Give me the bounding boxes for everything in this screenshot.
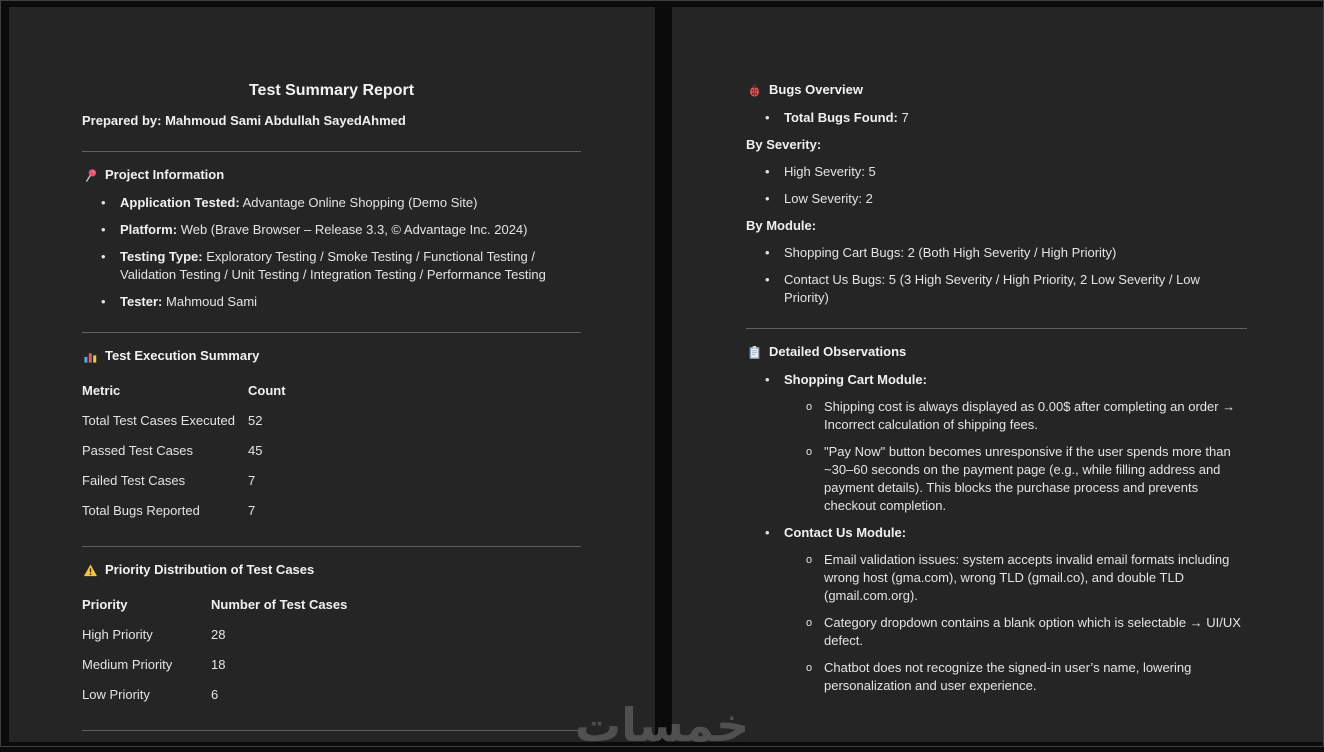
list-item-text (120, 221, 581, 239)
prepared-by-line: Prepared by: Mahmoud Sami Abdullah SayedAhmed (82, 113, 406, 128)
section-heading-detailed-observations (746, 343, 1247, 361)
table-row (82, 619, 581, 649)
pushpin-icon (82, 167, 98, 183)
sub-list-item-text: Chatbot does not recognize the signed-in user’s name, lowering personalization and user experience. (824, 660, 1192, 693)
sub-list-item-text: "Pay Now" button becomes unresponsive if the user spends more than ~30–60 seconds on the payment page (e.g., while filling address and payment details). This blocks the purchase process and prevents checkout completion. (824, 444, 1231, 513)
sub-list-item (746, 659, 1247, 695)
table-header-cell: Number of Test Cases (211, 596, 348, 612)
section-divider (82, 151, 581, 152)
list-item-label: Application Tested: (120, 195, 240, 210)
list-item-text (784, 371, 1247, 389)
priority-distribution-table (82, 589, 581, 709)
sub-list-item-text: Shipping cost is always displayed as 0.00$ after completing an order → Incorrect calculation of shipping fees. (824, 399, 1236, 432)
table-cell: 18 (211, 656, 226, 672)
list-item-label: Total Bugs Found: (784, 110, 898, 125)
section-heading-bugs-overview (746, 81, 1247, 99)
table-header-cell: Metric (82, 382, 121, 398)
bullet-marker: • (101, 249, 106, 264)
sub-list-item (746, 551, 1247, 605)
list-item-text (120, 293, 581, 311)
table-row (82, 465, 581, 495)
table-cell: Passed Test Cases (82, 442, 194, 458)
table-cell: 28 (211, 626, 226, 642)
table-header-row (82, 375, 581, 405)
list-item-text (784, 109, 1247, 127)
bullet-marker: • (101, 195, 106, 210)
section-heading-priority-distribution (82, 561, 581, 579)
bar-chart-icon (82, 348, 98, 364)
list-item (746, 524, 1247, 542)
section-divider (82, 730, 581, 731)
list-item (746, 244, 1247, 262)
sub-bullet-marker: o (806, 617, 813, 629)
by-severity-label: By Severity: (746, 137, 822, 152)
section-heading-label: Test Execution Summary (105, 348, 260, 363)
table-row (82, 405, 581, 435)
bullet-marker: • (765, 372, 770, 387)
list-item (82, 194, 581, 212)
table-row (82, 679, 581, 709)
bullet-marker: • (765, 272, 770, 287)
bullet-marker: • (101, 294, 106, 309)
section-heading-label: Project Information (105, 167, 225, 182)
by-module-label: By Module: (746, 218, 817, 233)
list-item-label: Platform: (120, 222, 178, 237)
bug-icon (746, 82, 762, 98)
bullet-marker: • (765, 525, 770, 540)
list-item-text (120, 194, 581, 212)
list-item-value: Web (Brave Browser – Release 3.3, © Advantage Inc. 2024) (180, 222, 528, 237)
list-item (82, 248, 581, 284)
list-item-value: Exploratory Testing / Smoke Testing / Functional Testing / Validation Testing / Unit Testing / Integration Testing / Performance Testing (120, 249, 546, 282)
list-item-value: Advantage Online Shopping (Demo Site) (242, 195, 478, 210)
table-cell: 52 (248, 412, 263, 428)
section-heading-project-information (82, 166, 581, 184)
list-item-text: High Severity: 5 (784, 164, 876, 179)
table-header-row (82, 589, 581, 619)
list-item-text (784, 524, 1247, 542)
warning-icon (82, 562, 98, 578)
observations-list (746, 371, 1247, 695)
table-cell: Total Bugs Reported (82, 502, 200, 518)
table-cell: Failed Test Cases (82, 472, 186, 488)
table-row (82, 495, 581, 525)
list-item (746, 271, 1247, 307)
sub-bullet-marker: o (806, 401, 813, 413)
table-cell: Total Test Cases Executed (82, 412, 235, 428)
list-item-value: Mahmoud Sami (166, 294, 258, 309)
list-item-text: Shopping Cart Bugs: 2 (Both High Severity / High Priority) (784, 245, 1117, 260)
severity-list (746, 163, 1247, 208)
table-header-cell: Priority (82, 596, 128, 612)
table-row (82, 649, 581, 679)
list-item-value: 7 (901, 110, 909, 125)
bullet-marker: • (765, 245, 770, 260)
page-left (9, 7, 655, 742)
table-cell: Low Priority (82, 686, 150, 702)
table-cell: High Priority (82, 626, 153, 642)
table-header-cell: Count (248, 382, 286, 398)
page-right (672, 7, 1323, 742)
list-item-text: Contact Us Bugs: 5 (3 High Severity / High Priority, 2 Low Severity / Low Priority) (784, 272, 1200, 305)
document-canvas (1, 1, 1323, 746)
report-title: Test Summary Report (248, 82, 415, 99)
sub-list-item-text: Category dropdown contains a blank option which is selectable → UI/UX defect. (824, 615, 1241, 648)
table-cell: 7 (248, 472, 256, 488)
sub-bullet-marker: o (806, 446, 813, 458)
section-divider (746, 328, 1247, 329)
list-item-text (120, 248, 581, 284)
list-item (746, 109, 1247, 127)
group-label: Contact Us Module: (784, 525, 907, 540)
test-execution-table (82, 375, 581, 525)
module-list (746, 244, 1247, 307)
sub-list-item-text: Email validation issues: system accepts invalid email formats including wrong host (gma.com), wrong TLD (gmail.co), and double TLD (gmail.com.org). (824, 552, 1230, 603)
list-item (746, 190, 1247, 208)
sub-list-item (746, 398, 1247, 434)
bugs-overview-list (746, 109, 1247, 127)
list-item (746, 163, 1247, 181)
list-item-label: Tester: (120, 294, 163, 309)
group-label: Shopping Cart Module: (784, 372, 927, 387)
section-heading-test-execution-summary (82, 347, 581, 365)
bullet-marker: • (101, 222, 106, 237)
sub-list-item (746, 443, 1247, 515)
project-info-list (82, 194, 581, 311)
list-item (82, 293, 581, 311)
list-item (82, 221, 581, 239)
table-cell: Medium Priority (82, 656, 173, 672)
section-heading-label: Bugs Overview (769, 82, 863, 97)
watermark-khamsat: خمسات (574, 698, 750, 752)
bullet-marker: • (765, 110, 770, 125)
section-heading-label: Detailed Observations (769, 344, 907, 359)
section-divider (82, 546, 581, 547)
bullet-marker: • (765, 164, 770, 179)
sub-bullet-marker: o (806, 662, 813, 674)
list-item (746, 371, 1247, 389)
table-row (82, 435, 581, 465)
sub-bullet-marker: o (806, 554, 813, 566)
list-item-text: Low Severity: 2 (784, 191, 873, 206)
section-heading-label: Priority Distribution of Test Cases (105, 562, 315, 577)
table-cell: 7 (248, 502, 256, 518)
section-divider (82, 332, 581, 333)
table-cell: 6 (211, 686, 219, 702)
clipboard-icon (746, 344, 762, 360)
list-item-label: Testing Type: (120, 249, 203, 264)
bullet-marker: • (765, 191, 770, 206)
table-cell: 45 (248, 442, 263, 458)
sub-list-item (746, 614, 1247, 650)
